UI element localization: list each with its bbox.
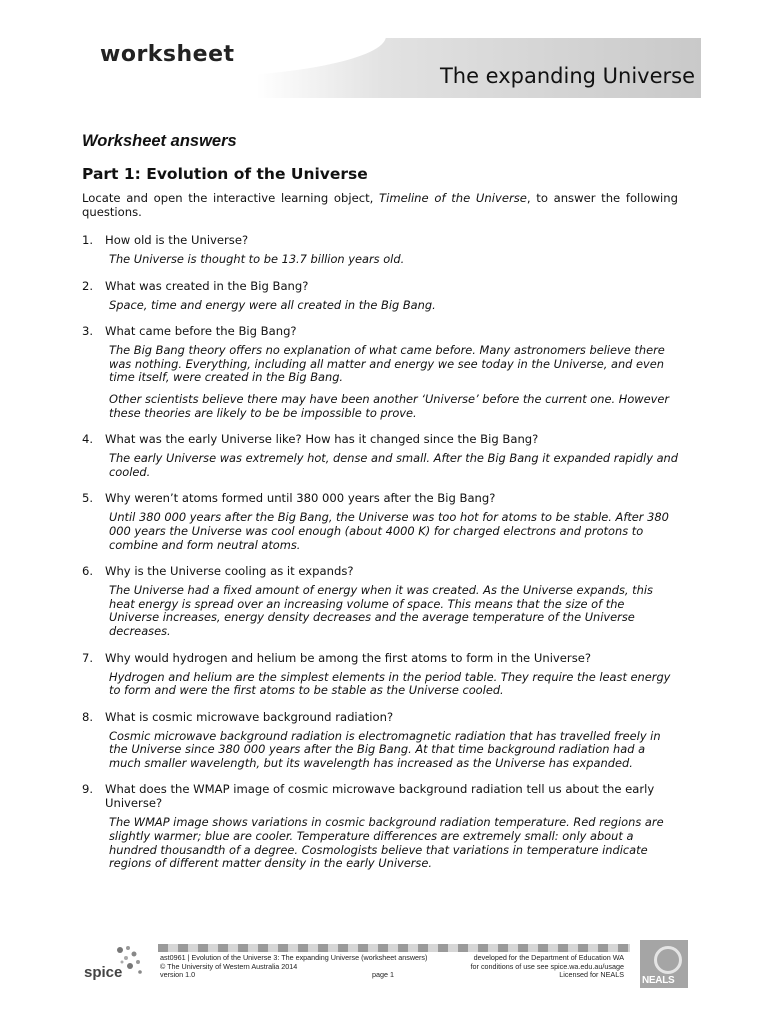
question-number: 7. [82,650,94,665]
question-row [82,651,678,665]
intro-object-name: Timeline of the Universe [379,191,527,205]
question-list [82,233,678,871]
answer-block [109,730,678,771]
footer-right-line-1: developed for the Department of Education WA [473,953,624,962]
answer-block [109,253,678,267]
footer-left-line-1: ast0961 | Evolution of the Universe 3: The expanding Universe (worksheet answers) [160,953,428,962]
question-row [82,564,678,578]
answer-text: Until 380 000 years after the Big Bang, the Universe was too hot for atoms to be stable. After 380 000 years the Universe was cool enough (about 4000 K) for charged electrons and protons to combine and form neutral atoms. [109,510,669,552]
footer-left-line-3: version 1.0 [160,970,196,980]
answer-text: The WMAP image shows variations in cosmic background radiation temperature. Red regions are slightly warmer; blue are cooler. Temperature differences are extremely small: only about a hundred thousandth of a degree. Cosmologists believe that variations in temperature indicate regions of different matter density in the early Universe. [109,815,664,871]
question-item [82,432,678,479]
question-text: What was created in the Big Bang? [105,278,309,293]
answer-text: The Universe is thought to be 13.7 billion years old. [109,252,405,266]
spice-logo-text: spice [84,964,123,981]
answer-text: The Universe had a fixed amount of energy when it was created. As the Universe expands, this heat energy is spread over an increasing volume of space. This means that the size of the Universe increases, energy density decreases and the average temperature of the Universe decreases. [109,583,653,638]
question-number: 1. [82,233,94,247]
answer-text: Hydrogen and helium are the simplest elements in the period table. They require the least energy to form and were the first atoms to be stable as the Universe cooled. [109,669,671,698]
question-row [82,324,678,338]
question-number: 4. [82,432,94,447]
answer-block [109,584,678,638]
footer-strip [158,944,630,952]
answer-text: Space, time and energy were all created in the Big Bang. [109,297,436,312]
spice-logo [82,942,154,988]
worksheet-answers-heading: Worksheet answers [82,132,237,150]
question-text: Why would hydrogen and helium be among the first atoms to form in the Universe? [105,650,592,665]
answer-text: The early Universe was extremely hot, dense and small. After the Big Bang it expanded rapidly and cooled. [109,451,679,479]
question-row [82,432,678,446]
answer-block [109,816,678,870]
neals-logo-text: NEALS [642,975,675,986]
footer-right-text [471,954,624,980]
intro-text-post: , to answer the following questions. [82,191,678,219]
page-number: page 1 [372,970,394,979]
question-text: What does the WMAP image of cosmic microwave background radiation tell us about the early Universe? [105,782,655,811]
page-footer [82,940,688,990]
neals-logo [640,940,688,988]
intro-paragraph [82,191,678,219]
question-item [82,491,678,552]
question-row [82,782,678,810]
worksheet-label: worksheet [100,42,235,67]
question-item [82,651,678,698]
question-text: What was the early Universe like? How has it changed since the Big Bang? [105,432,539,447]
question-number: 5. [82,491,94,506]
question-number: 9. [82,782,94,797]
question-item [82,710,678,771]
answer-block [109,511,678,552]
answer-block [109,299,678,313]
question-text: Why weren’t atoms formed until 380 000 years after the Big Bang? [105,491,496,506]
question-row [82,279,678,293]
question-text: How old is the Universe? [105,233,249,247]
question-item [82,564,678,638]
question-item [82,279,678,313]
question-item [82,233,678,267]
neals-ring-icon [654,946,682,974]
question-number: 3. [82,324,94,339]
worksheet-banner [66,38,701,98]
question-row [82,491,678,505]
question-item [82,782,678,870]
answer-block [109,452,678,479]
answer-block [109,344,678,420]
page-title: The expanding Universe [439,64,695,88]
question-item [82,324,678,420]
question-number: 2. [82,278,94,293]
question-number: 8. [82,709,94,724]
question-text: Why is the Universe cooling as it expands? [105,564,354,579]
question-row [82,710,678,724]
question-text: What is cosmic microwave background radiation? [105,709,394,724]
worksheet-content [82,132,678,883]
answer-text: Other scientists believe there may have been another ‘Universe’ before the current one. However these theories are likely to be be impossible to prove. [109,391,670,420]
answer-text: Cosmic microwave background radiation is electromagnetic radiation that has travelled freely in the Universe since 380 000 years after the Big Bang. At that time background radiation had a much smaller wavelength, but its wavelength has increased as the Universe has expanded. [109,728,661,770]
footer-left-line-2: © The University of Western Australia 2014 [160,961,298,971]
answer-block [109,671,678,698]
footer-right-line-2: for conditions of use see spice.wa.edu.au/usage [470,961,624,971]
part-title: Part 1: Evolution of the Universe [82,165,368,183]
question-number: 6. [82,564,94,579]
question-row [82,233,678,247]
question-text: What came before the Big Bang? [105,324,297,339]
intro-text-pre: Locate and open the interactive learning object, [82,191,380,205]
answer-text: The Big Bang theory offers no explanation of what came before. Many astronomers believe there was nothing. Everything, including all matter and energy we see today in the Universe, and even time itself, were created in the Big Bang. [109,343,665,385]
footer-right-line-3: Licensed for NEALS [559,970,624,980]
